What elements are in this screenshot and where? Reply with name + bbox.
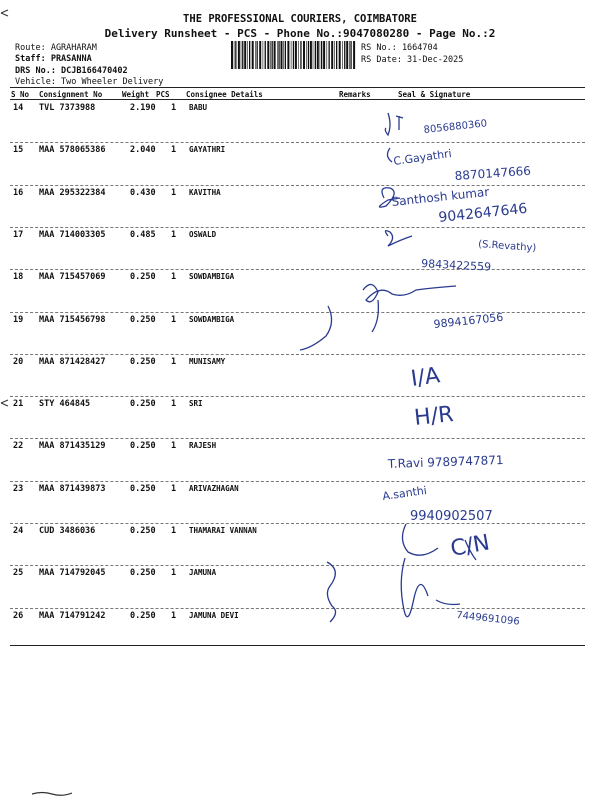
barcode-bar [259,41,261,69]
weight-cell: 0.250 [130,483,156,494]
sno-cell: 26 [13,610,24,621]
consignment-cell: MAA 871439873 [39,483,106,494]
sig-24: C/N [448,530,492,562]
barcode-bar [320,41,321,69]
consignee-cell: BABU [189,103,208,112]
barcode-bar [291,41,292,69]
consignment-cell: CUD 3486036 [39,526,96,536]
barcode-bar [247,41,248,69]
weight-cell: 2.040 [130,145,156,156]
barcode-bar [331,41,333,69]
barcode-bar [353,41,355,69]
header-top-rule [10,87,585,88]
rs-date: RS Date: 31-Dec-2025 [361,55,464,65]
barcode-bar [234,41,235,69]
barcode-bar [310,41,312,69]
table-row [0,484,600,527]
weight-cell: 0.250 [130,568,156,579]
weight-cell: 0.430 [130,187,156,198]
col-weight-header: Weight [122,90,150,99]
table-row [0,103,600,146]
consignment-cell: MAA 715457069 [39,272,106,283]
consignee-cell: SRI [189,399,203,409]
footer-mark [32,789,72,797]
row-separator [10,608,585,609]
barcode-bar [336,41,337,69]
consignee-cell: GAYATHRI [189,145,226,155]
row-separator [10,185,585,186]
barcode-bar [285,41,286,69]
pcs-cell: 1 [171,356,177,367]
barcode-bar [339,41,341,69]
weight-cell: 0.250 [130,441,156,452]
drs-label: DRS No.: DCJB166470402 [15,66,128,76]
row-separator [10,565,585,566]
barcode-bar [323,41,325,69]
consignee-cell: JAMUNA DEVI [189,610,239,620]
row-separator [10,142,585,143]
barcode-bar [238,41,240,69]
barcode-bar [313,41,314,69]
barcode-bar [303,41,305,69]
consignee-cell: RAJESH [189,441,217,451]
weight-cell: 0.250 [130,272,156,283]
page-title: THE PROFESSIONAL COURIERS, COIMBATORE [183,13,417,25]
consignee-cell: SOWDAMBIGA [189,272,235,282]
consignee-cell: THAMARAI VANNAN [189,526,257,535]
barcode-bar [327,41,328,69]
barcode-bar [249,41,250,69]
consignment-cell: TVL 7373988 [39,103,96,113]
sig-19: 9894167056 [432,310,504,331]
consignment-cell: MAA 714003305 [39,229,106,240]
sig-17a: (S.Revathy) [477,239,537,255]
table-row [0,188,600,231]
table-row [0,272,600,315]
sno-cell: 22 [13,441,24,452]
barcode-bar [334,41,335,69]
sig-15b: 8870147666 [454,163,532,183]
barcode-bar [272,41,273,69]
barcode-bar [231,41,233,69]
sno-cell: 21 [13,399,24,410]
barcode-bar [283,41,284,69]
barcode-graphic [229,41,357,69]
barcode-bar [350,41,351,69]
consignee-cell: ARIVAZHAGAN [189,483,239,493]
pcs-cell: 1 [171,272,177,283]
pcs-cell: 1 [171,483,177,494]
barcode-bar [298,41,299,69]
sno-cell: 25 [13,568,24,579]
table-row [0,611,600,654]
barcode-bar [235,41,236,69]
sno-cell: 19 [13,314,24,325]
sig-21: H/R [413,402,455,431]
barcode-bar [321,41,322,69]
weight-cell: 0.250 [130,314,156,325]
barcode-bar [263,41,264,69]
barcode-bar [270,41,271,69]
sig-20: I/A [409,363,442,392]
row-separator [10,481,585,482]
col-consignment-header: Consignment No [39,90,103,99]
weight-cell: 0.250 [130,399,156,410]
sno-cell: 16 [13,187,24,198]
row-separator [10,354,585,355]
pcs-cell: 1 [171,526,177,536]
table-row [0,441,600,484]
barcode-bar [252,41,254,69]
barcode-bar [241,41,242,69]
barcode-bar [342,41,343,69]
barcode-bar [295,41,297,69]
sno-cell: 18 [13,272,24,283]
consignment-cell: MAA 295322384 [39,187,106,198]
vehicle-label: Vehicle: Two Wheeler Delivery [15,77,164,87]
consignment-cell: MAA 578065386 [39,145,106,156]
barcode-bar [242,41,243,69]
barcode-bar [274,41,276,69]
col-remarks-header: Remarks [339,90,371,99]
weight-cell: 0.250 [130,356,156,367]
barcode-bar [344,41,345,69]
table-row [0,399,600,442]
barcode-bar [255,41,256,69]
row-separator [10,438,585,439]
table-row [0,230,600,273]
row-separator [10,396,585,397]
header-bottom-rule [10,99,585,100]
pcs-cell: 1 [171,314,177,325]
row-separator [10,227,585,228]
consignee-cell: OSWALD [189,229,217,239]
barcode-bar [244,41,246,69]
consignment-cell: MAA 714791242 [39,610,106,621]
table-row [0,568,600,611]
col-pcs-header: PCS [156,90,170,99]
sig-14: 8056880360 [423,118,488,136]
barcode-bar [287,41,289,69]
staff-label: Staff: PRASANNA [15,54,92,64]
barcode-bar [293,41,294,69]
barcode-bar [329,41,330,69]
pcs-cell: 1 [171,441,177,452]
consignment-cell: MAA 871428427 [39,356,106,367]
pcs-cell: 1 [171,187,177,198]
table-row [0,526,600,569]
pcs-cell: 1 [171,145,177,156]
barcode-bar [346,41,348,69]
barcode-bar [306,41,307,69]
page-subtitle: Delivery Runsheet - PCS - Phone No.:9047080280 - Page No.:2 [104,27,496,40]
weight-cell: 2.190 [130,103,156,113]
col-consignee-header: Consignee Details [186,90,263,99]
scan-mark [0,8,10,18]
sno-cell: 15 [13,145,24,156]
table-row [0,315,600,358]
consignment-cell: MAA 714792045 [39,568,106,579]
barcode-bar [257,41,258,69]
consignment-cell: MAA 715456798 [39,314,106,325]
col-seal-header: Seal & Signature [398,90,471,99]
barcode-bar [265,41,266,69]
consignee-cell: SOWDAMBIGA [189,314,235,324]
barcode-bar [308,41,309,69]
barcode-bar [278,41,279,69]
weight-cell: 0.250 [130,610,156,621]
sig-23a: A.santhi [381,483,428,503]
consignee-cell: MUNISAMY [189,356,226,366]
sig-15a: C.Gayathri [392,146,453,168]
barcode-bar [277,41,278,69]
consignment-cell: STY 464845 [39,399,91,410]
route-label: Route: AGRAHARAM [15,43,97,53]
row-separator [10,523,585,524]
sig-17b: 9843422559 [420,257,492,274]
col-sno-header: S No [11,90,30,99]
sno-cell: 20 [13,356,24,367]
row-separator [10,312,585,313]
sno-cell: 24 [13,526,24,536]
sno-cell: 23 [13,483,24,494]
barcode-bar [349,41,350,69]
consignment-cell: MAA 871435129 [39,441,106,452]
barcode-bar [281,41,283,69]
barcode-bar [315,41,316,69]
table-row [0,357,600,400]
barcode-bar [317,41,319,69]
weight-cell: 0.485 [130,229,156,240]
table-row [0,145,600,188]
weight-cell: 0.250 [130,526,156,536]
table-bottom-rule [10,645,585,646]
sig-23b: 9940902507 [410,509,493,524]
consignee-cell: KAVITHA [189,187,221,197]
consignee-cell: JAMUNA [189,568,217,578]
sno-cell: 14 [13,103,24,113]
barcode-bar [300,41,301,69]
row-separator [10,269,585,270]
pcs-cell: 1 [171,568,177,579]
sno-cell: 17 [13,229,24,240]
sig-16a: Santhosh kumar [390,184,490,209]
pcs-cell: 1 [171,399,177,410]
sig-22: T.Ravi 9789747871 [387,452,504,471]
rs-number: RS No.: 1664704 [361,43,438,53]
pcs-cell: 1 [171,610,177,621]
sig-16b: 9042647646 [437,200,529,226]
barcode-bar [267,41,269,69]
pcs-cell: 1 [171,103,177,113]
pcs-cell: 1 [171,229,177,240]
sig-26: 7449691096 [455,610,521,628]
